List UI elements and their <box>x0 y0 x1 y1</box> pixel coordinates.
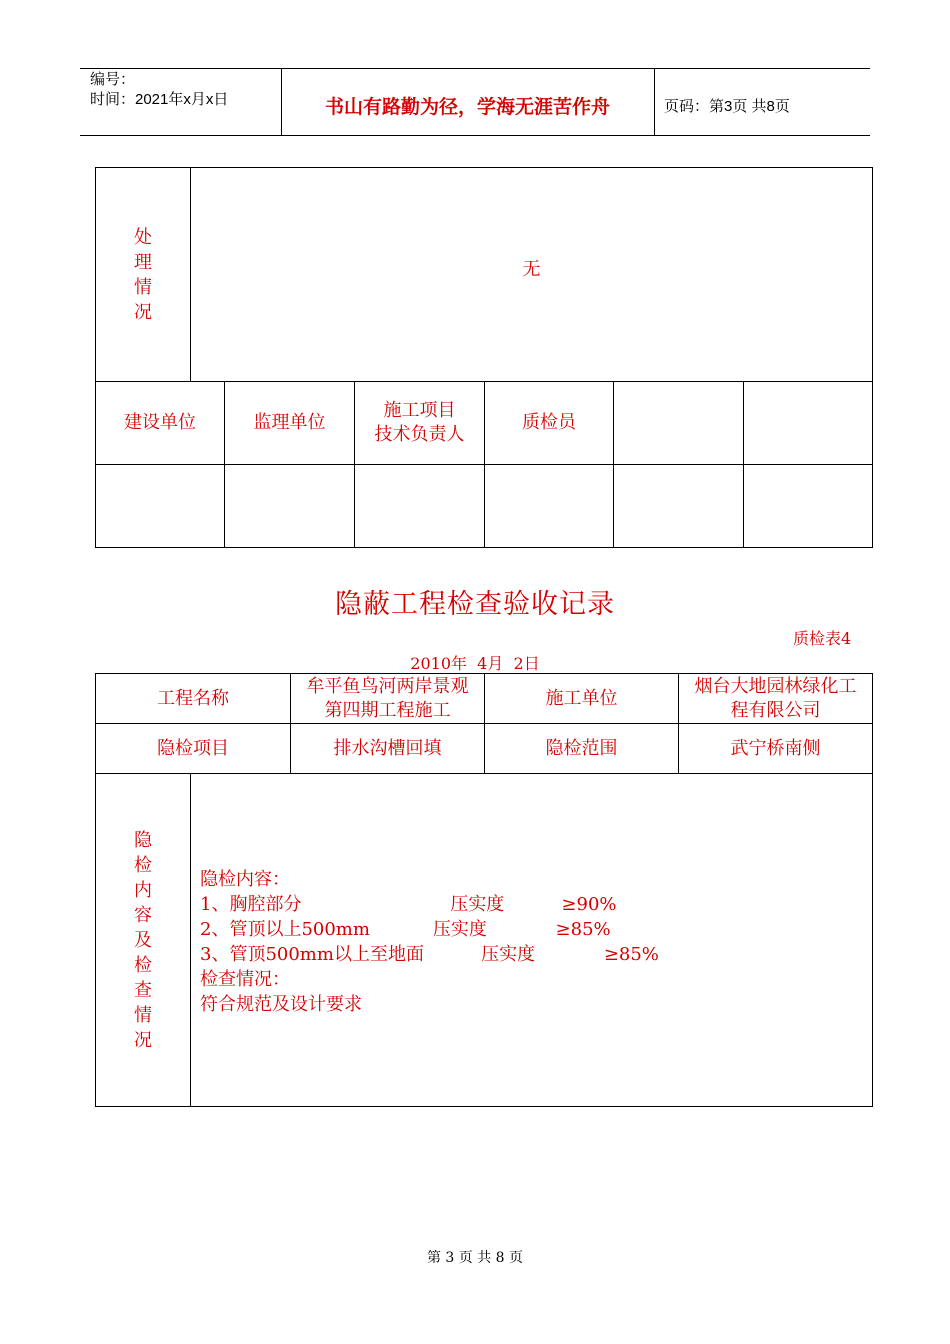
sig-header-supervision-unit: 监理单位 <box>253 412 326 433</box>
content-label-char: 查 <box>134 979 152 1001</box>
header-page-info: 页码：第3页 共8页 <box>664 98 790 115</box>
content-line: 检查情况： <box>200 969 290 990</box>
inspection-scope-label: 隐检范围 <box>545 737 618 759</box>
project-name-value: 牟平鱼鸟河两岸景观 第四期工程施工 <box>306 675 469 721</box>
content-line: 1、胸腔部分 压实度 ≥90% <box>200 894 617 915</box>
contractor-label: 施工单位 <box>545 687 618 709</box>
sig-header-quality-inspector: 质检员 <box>522 412 576 433</box>
content-label-char: 检 <box>134 954 152 976</box>
content-line: 符合规范及设计要求 <box>200 994 362 1015</box>
treatment-label-char: 况 <box>134 301 152 323</box>
sig-header-empty <box>614 382 743 464</box>
content-line: 隐检内容： <box>200 869 290 890</box>
table-border <box>95 1106 873 1107</box>
content-label-char: 情 <box>134 1004 152 1026</box>
form-number: 质检表4 <box>793 629 852 648</box>
treatment-label-char: 理 <box>134 251 152 273</box>
inspection-item-value: 排水沟槽回填 <box>333 737 442 759</box>
page-footer: 第 3 页 共 8 页 <box>426 1250 524 1266</box>
sig-header-empty <box>744 382 872 464</box>
content-line: 3、管顶500mm以上至地面 压实度 ≥85% <box>200 944 659 965</box>
header-motto: 书山有路勤为径，学海无涯苦作舟 <box>324 96 610 118</box>
content-label-char: 检 <box>134 854 152 876</box>
content-label-char: 况 <box>134 1029 152 1051</box>
contractor-value: 烟台大地园林绿化工 程有限公司 <box>694 675 857 721</box>
treatment-label-char: 情 <box>134 276 152 298</box>
header-top-rule <box>80 68 870 69</box>
content-label-char: 容 <box>134 904 152 926</box>
header-divider <box>654 68 655 136</box>
record-title: 隐蔽工程检查验收记录 <box>335 589 615 620</box>
treatment-label-char: 处 <box>134 226 152 248</box>
table-border <box>872 673 873 1107</box>
treatment-label <box>96 168 190 381</box>
sig-header-construction-unit: 建设单位 <box>124 412 196 433</box>
table-border <box>190 773 191 1107</box>
content-label <box>96 774 190 1106</box>
record-date: 2010年 4月 2日 <box>410 654 540 673</box>
content-line: 2、管顶以上500mm 压实度 ≥85% <box>200 919 611 940</box>
table-border <box>872 167 873 548</box>
content-label-char: 及 <box>134 929 152 951</box>
content-label-char: 隐 <box>134 829 152 851</box>
inspection-content <box>200 867 659 1017</box>
header-time-label: 时间：2021年x月x日 <box>90 91 229 108</box>
sig-header-technical-lead: 施工项目 技术负责人 <box>374 400 465 445</box>
header-number-label: 编号： <box>90 71 136 88</box>
inspection-item-label: 隐检项目 <box>157 737 229 759</box>
treatment-value: 无 <box>522 258 541 280</box>
project-name-label: 工程名称 <box>157 687 229 709</box>
content-label-char: 内 <box>134 879 152 901</box>
header-bottom-rule <box>80 135 870 136</box>
inspection-scope-value: 武宁桥南侧 <box>730 737 821 759</box>
